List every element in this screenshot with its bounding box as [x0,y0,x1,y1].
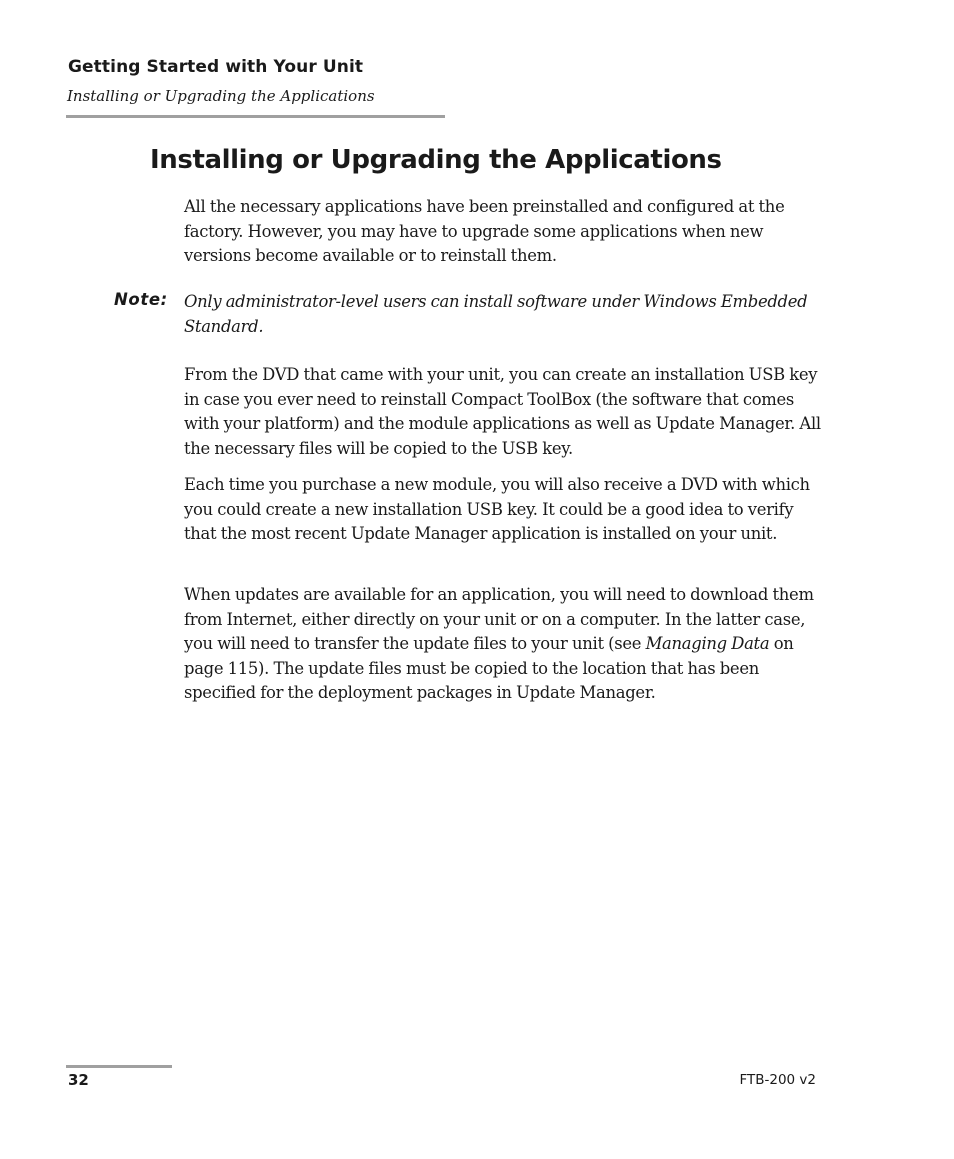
note-label: Note: [114,290,168,309]
page-number: 32 [68,1071,89,1089]
module-paragraph: Each time you purchase a new module, you will also receive a DVD with which you could create a new installation USB key. It could be a good idea to verify that the most recent Update Manager application is installed on your unit. [184,475,810,544]
running-header-section: Installing or Upgrading the Applications [67,87,375,105]
footer-rule [66,1065,172,1068]
page-title: Installing or Upgrading the Applications [150,145,722,175]
managing-data-reference[interactable]: Managing Data [645,634,770,654]
header-rule [66,115,445,118]
updates-text-end: on page 115). The update files must be copied to the location that has been specified for the deployment packages in Update Manager. [184,634,794,703]
updates-text-start: When updates are available for an application, you will need to download them from Internet, either directly on your unit or on a computer. In the latter case, you will need to transfer the update files to your unit (see [184,585,814,654]
dvd-paragraph: From the DVD that came with your unit, you can create an installation USB key in case you ever need to reinstall Compact ToolBox (the software that comes with your platform) and the module applications as well as Update Manager. All the necessary files will be copied to the USB key. [184,365,821,458]
running-header-chapter: Getting Started with Your Unit [68,57,364,77]
updates-paragraph [184,583,824,706]
intro-paragraph: All the necessary applications have been preinstalled and configured at the factory. However, you may have to upgrade some applications when new versions become available or to reinstall them. [184,197,785,266]
note-text: Only administrator-level users can install software under Windows Embedded Standard. [184,292,808,336]
document-id: FTB-200 v2 [739,1072,816,1088]
